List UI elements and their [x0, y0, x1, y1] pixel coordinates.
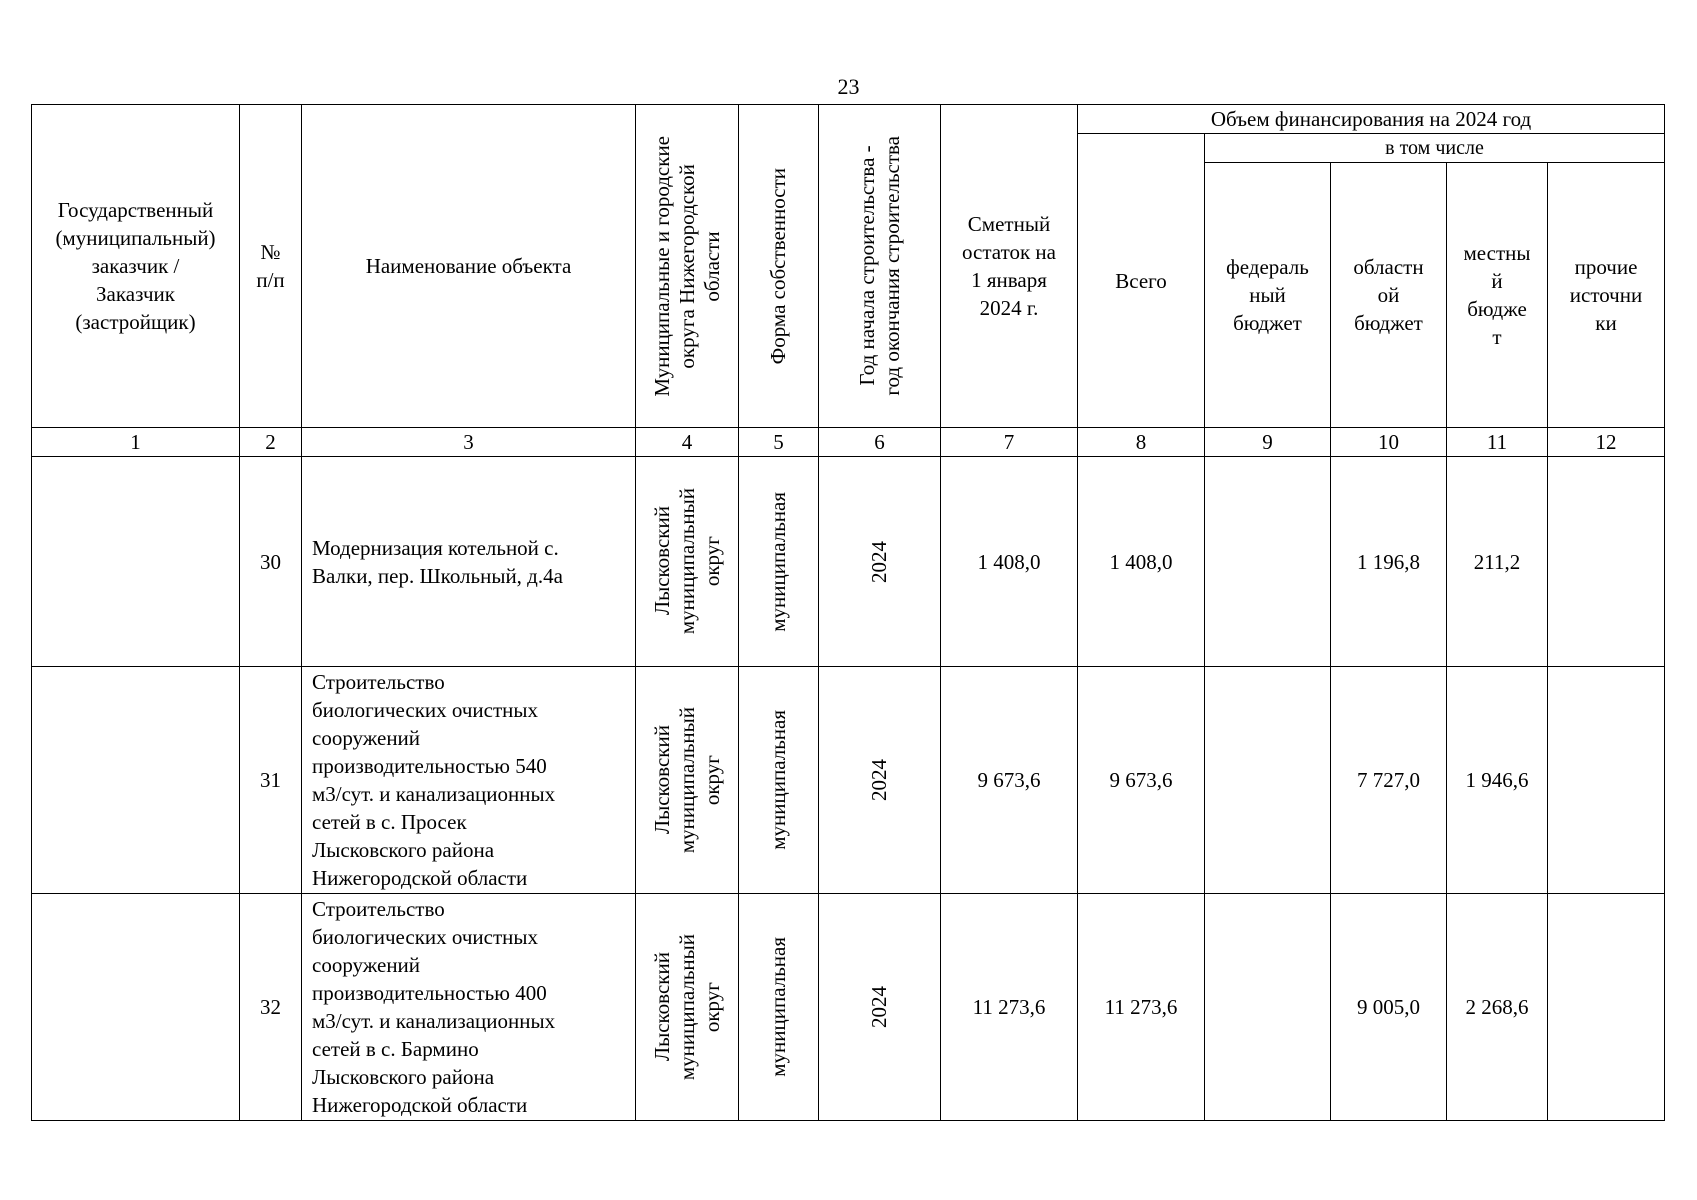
cell-federal — [1205, 894, 1331, 1121]
cell-number: 31 — [240, 667, 302, 894]
cell-ownership: муниципальная — [739, 667, 819, 894]
column-number: 1 — [32, 428, 240, 457]
page-number: 23 — [837, 74, 860, 99]
cell-years: 2024 — [819, 457, 941, 667]
cell-regional: 7 727,0 — [1331, 667, 1447, 894]
cell-balance: 9 673,6 — [941, 667, 1078, 894]
column-number: 12 — [1548, 428, 1665, 457]
cell-customer — [32, 457, 240, 667]
cell-object-name: Строительство биологических очистных сооружений производительностью 540 м3/сут. и канализационных сетей в с. Просек Лысковского района Нижегородской области — [302, 667, 636, 894]
header-customer: Государственный (муниципальный) заказчик / Заказчик (застройщик) — [32, 105, 240, 428]
cell-years: 2024 — [819, 667, 941, 894]
table-row — [32, 894, 1665, 1121]
cell-municipality: Лысковский муниципальный округ — [636, 667, 739, 894]
header-total: Всего — [1078, 134, 1205, 428]
cell-local: 1 946,6 — [1447, 667, 1548, 894]
table-row — [32, 457, 1665, 667]
cell-municipality: Лысковский муниципальный округ — [636, 457, 739, 667]
cell-municipality: Лысковский муниципальный округ — [636, 894, 739, 1121]
cell-number: 32 — [240, 894, 302, 1121]
header-funding-title: Объем финансирования на 2024 год — [1078, 105, 1665, 134]
column-number: 3 — [302, 428, 636, 457]
column-number: 10 — [1331, 428, 1447, 457]
header-municipality: Муниципальные и городские округа Нижегородской области — [636, 105, 739, 428]
investment-table — [31, 104, 1665, 1121]
column-numbers-row — [32, 428, 1665, 457]
column-number: 8 — [1078, 428, 1205, 457]
cell-local: 211,2 — [1447, 457, 1548, 667]
column-number: 9 — [1205, 428, 1331, 457]
header-federal: федераль ный бюджет — [1205, 163, 1331, 428]
cell-other — [1548, 894, 1665, 1121]
cell-ownership: муниципальная — [739, 457, 819, 667]
cell-regional: 9 005,0 — [1331, 894, 1447, 1121]
cell-federal — [1205, 457, 1331, 667]
cell-balance: 11 273,6 — [941, 894, 1078, 1121]
header-years: Год начала строительства - год окончания строительства — [819, 105, 941, 428]
header-local: местны й бюдже т — [1447, 163, 1548, 428]
header-estimated-balance: Сметный остаток на 1 января 2024 г. — [941, 105, 1078, 428]
header-number: № п/п — [240, 105, 302, 428]
cell-customer — [32, 894, 240, 1121]
cell-local: 2 268,6 — [1447, 894, 1548, 1121]
cell-total: 9 673,6 — [1078, 667, 1205, 894]
cell-balance: 1 408,0 — [941, 457, 1078, 667]
column-number: 4 — [636, 428, 739, 457]
cell-federal — [1205, 667, 1331, 894]
header-object-name: Наименование объекта — [302, 105, 636, 428]
column-number: 6 — [819, 428, 941, 457]
cell-number: 30 — [240, 457, 302, 667]
cell-regional: 1 196,8 — [1331, 457, 1447, 667]
header-regional: областн ой бюджет — [1331, 163, 1447, 428]
column-number: 2 — [240, 428, 302, 457]
table-row — [32, 667, 1665, 894]
header-including: в том числе — [1205, 134, 1665, 163]
cell-total: 1 408,0 — [1078, 457, 1205, 667]
cell-ownership: муниципальная — [739, 894, 819, 1121]
cell-object-name: Строительство биологических очистных сооружений производительностью 400 м3/сут. и канализационных сетей в с. Бармино Лысковского района Нижегородской области — [302, 894, 636, 1121]
column-number: 7 — [941, 428, 1078, 457]
cell-other — [1548, 667, 1665, 894]
column-number: 5 — [739, 428, 819, 457]
cell-object-name: Модернизация котельной с. Валки, пер. Школьный, д.4а — [302, 457, 636, 667]
column-number: 11 — [1447, 428, 1548, 457]
header-other: прочие источни ки — [1548, 163, 1665, 428]
header-ownership: Форма собственности — [739, 105, 819, 428]
cell-years: 2024 — [819, 894, 941, 1121]
cell-total: 11 273,6 — [1078, 894, 1205, 1121]
cell-other — [1548, 457, 1665, 667]
cell-customer — [32, 667, 240, 894]
